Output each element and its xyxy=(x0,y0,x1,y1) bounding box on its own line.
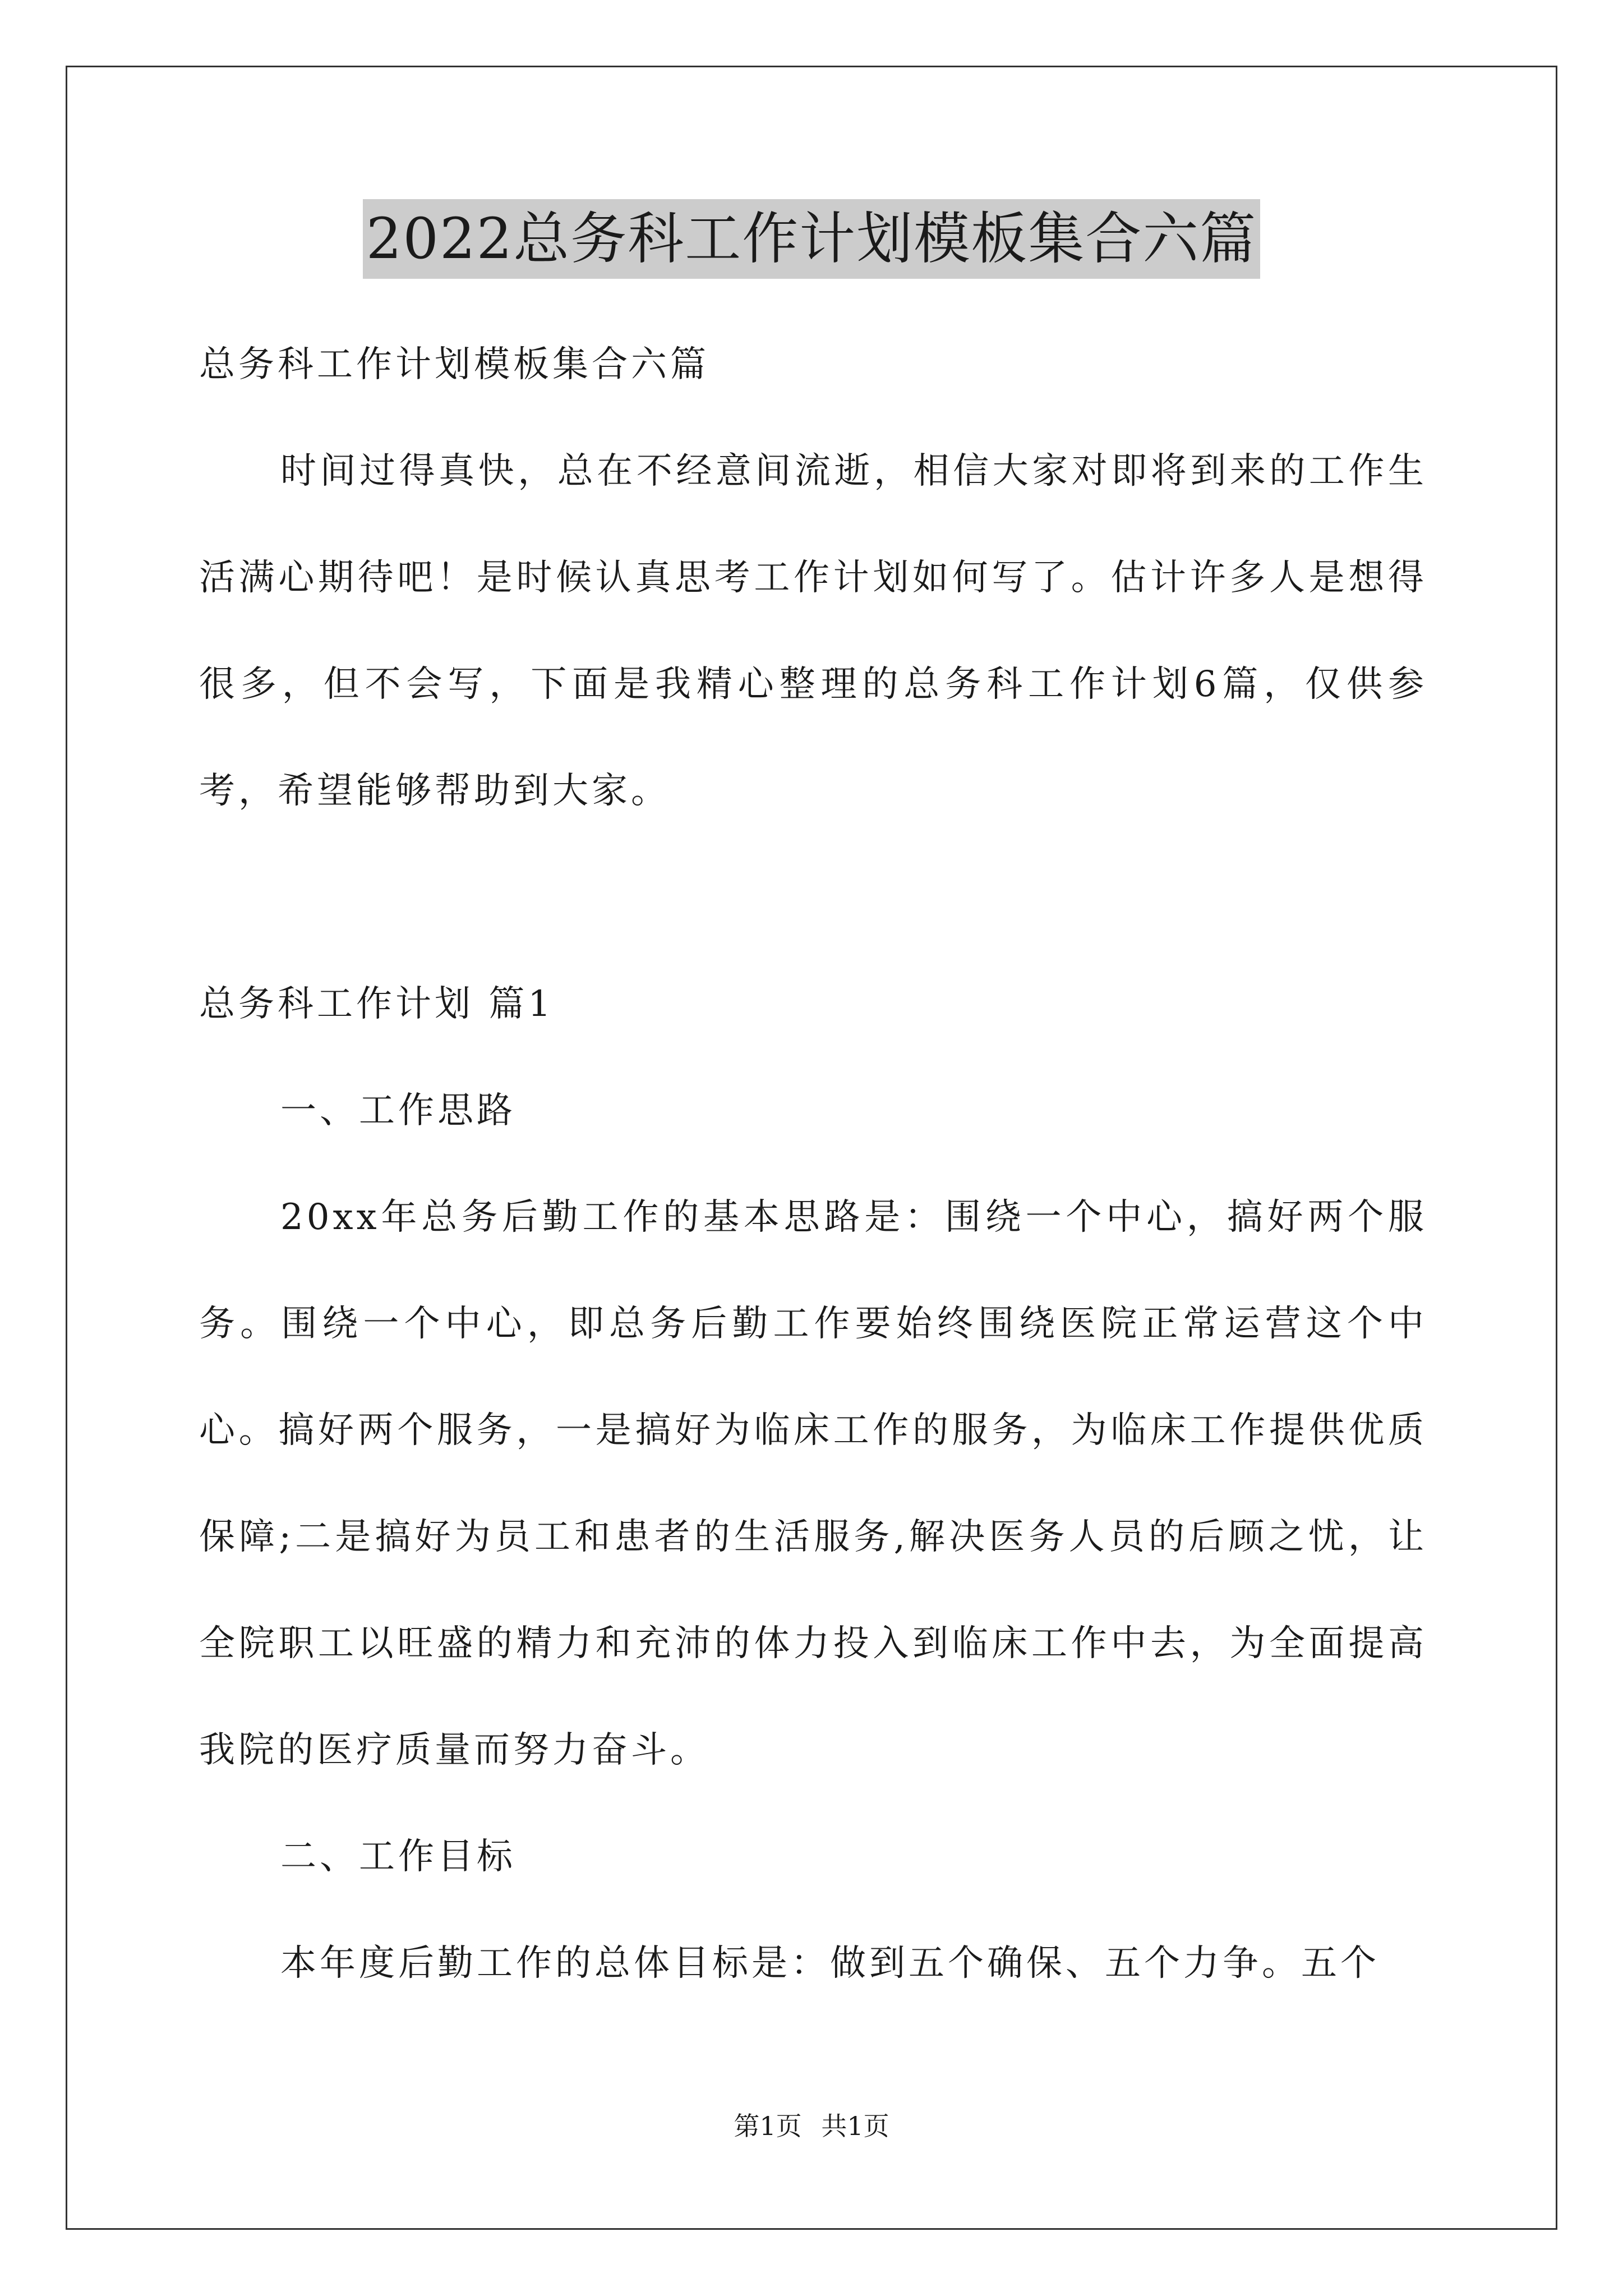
paragraph-subtitle: 总务科工作计划模板集合六篇 xyxy=(199,344,709,385)
paragraph-work-approach: 20xx年总务后勤工作的基本思路是：围绕一个中心，搞好两个服务。围绕一个中心，即总务后勤工作要始终围绕医院正常运营这个中心。搞好两个服务，一是搞好为临床工作的服务，为临床工作提供优质保障;二是搞好为员工和患者的生活服务,解决医务人员的后顾之忧，让全院职工以旺盛的精力和充沛的体力投入到临床工作中去，为全面提高我院的医疗质量而努力奋斗。 xyxy=(199,1197,1427,1771)
heading-work-approach: 一、工作思路 xyxy=(280,1090,516,1131)
paragraph-intro: 时间过得真快，总在不经意间流逝，相信大家对即将到来的工作生活满心期待吧！是时候认真思考工作计划如何写了。估计许多人是想得很多，但不会写，下面是我精心整理的总务科工作计划6篇，仅供参考，希望能够帮助到大家。 xyxy=(199,450,1427,812)
document-body xyxy=(199,311,1427,2017)
section-heading-part1: 总务科工作计划 篇1 xyxy=(199,983,555,1025)
page-footer xyxy=(0,2109,1623,2143)
page-number: 第1页 xyxy=(734,2111,802,2141)
paragraph-work-goals: 本年度后勤工作的总体目标是：做到五个确保、五个力争。五个 xyxy=(280,1943,1380,1984)
page-total: 共1页 xyxy=(821,2111,889,2141)
title-container xyxy=(0,199,1623,279)
document-title: 2022总务科工作计划模板集合六篇 xyxy=(363,199,1261,279)
heading-work-goals: 二、工作目标 xyxy=(280,1836,516,1878)
